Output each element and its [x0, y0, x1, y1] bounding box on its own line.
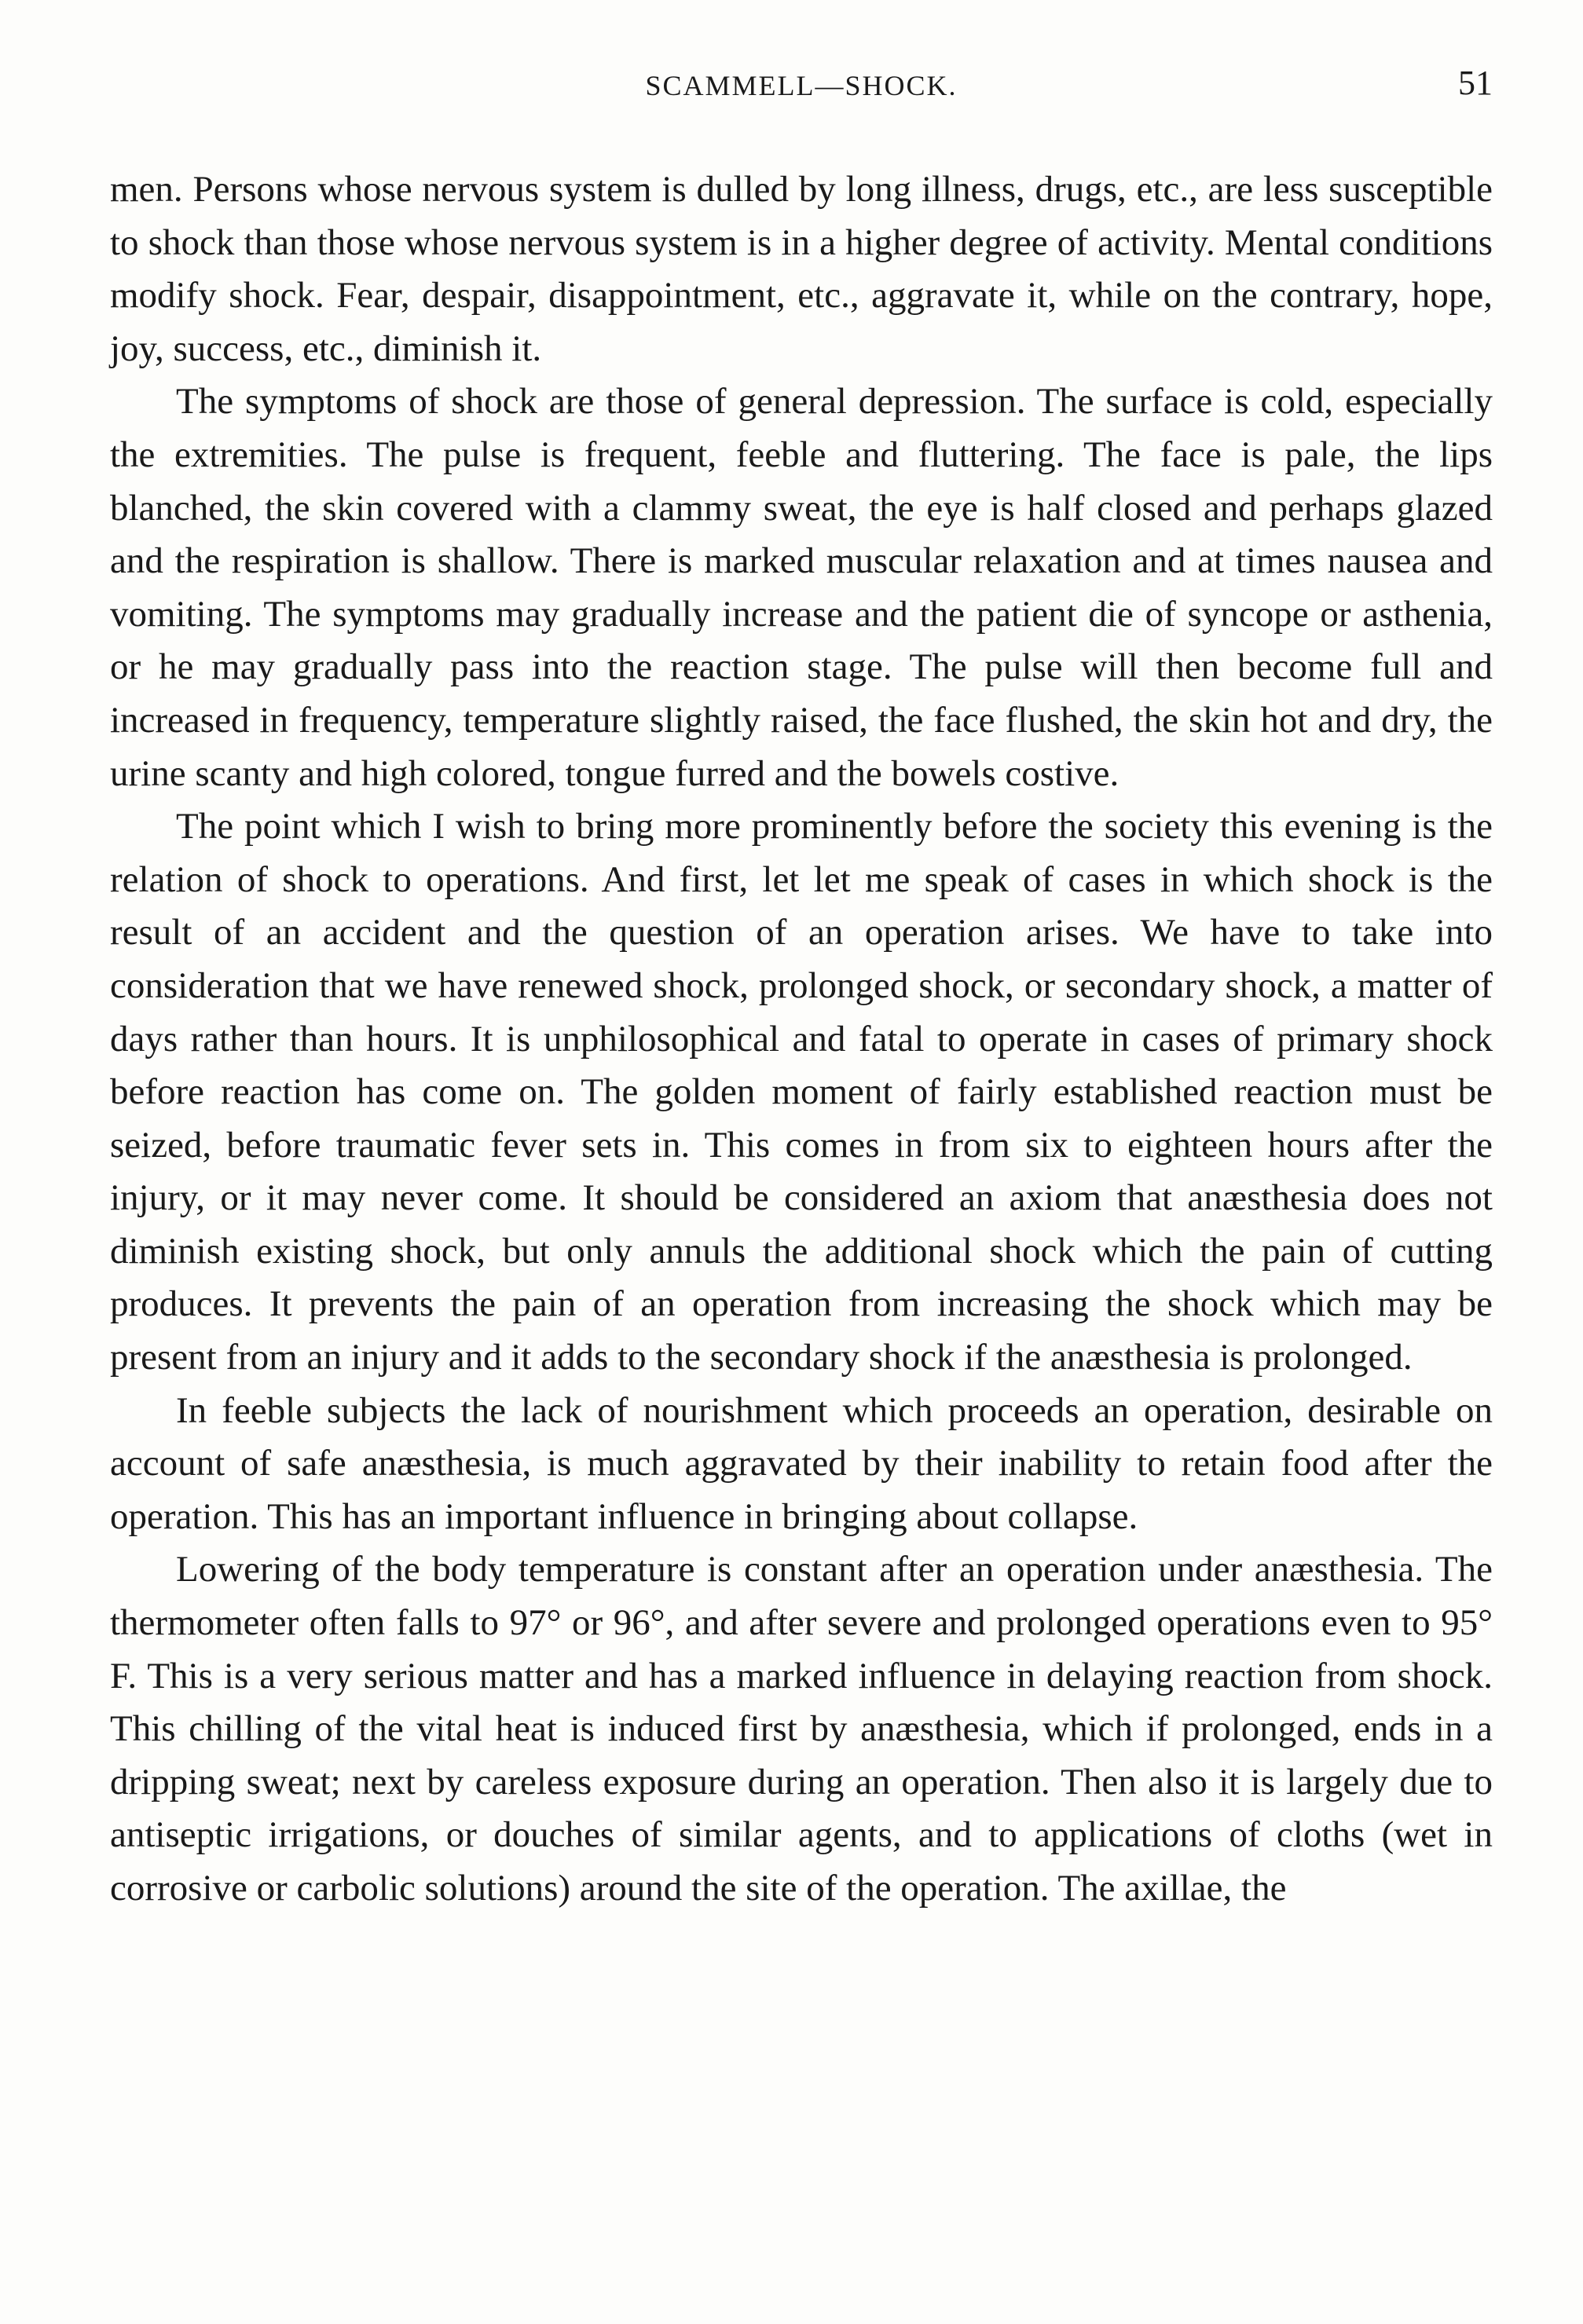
running-head — [110, 63, 1493, 110]
page-number: 51 — [1458, 64, 1493, 102]
paragraph-temperature: Lowering of the body temperature is constant after an operation under anæsthesia. The thermometer often falls to 97° or 96°, and after severe and prolonged operations even to 95° F. This is a very serious matter and has a marked influence in delaying reaction from shock. This chilling of the vital heat is induced first by anæsthesia, which if prolonged, ends in a dripping sweat; next by careless exposure during an operation. Then also it is largely due to antiseptic irrigations, or douches of similar agents, and to applications of cloths (wet in corrosive or carbolic solutions) around the site of the operation. The axillae, the — [110, 1549, 1493, 1909]
paragraph-feeble-subjects: In feeble subjects the lack of nourishment which proceeds an operation, desirable on account of safe anæsthesia, is much aggravated by their inability to retain food after the operation. This has an important influence in bringing about collapse. — [110, 1389, 1493, 1537]
paragraph-symptoms: The symptoms of shock are those of general depression. The surface is cold, especially the extremities. The pulse is frequent, feeble and fluttering. The face is pale, the lips blanched, the skin covered with a clammy sweat, the eye is half closed and perhaps glazed and the respiration is shallow. There is marked muscular relaxation and at times nausea and vomiting. The symptoms may gradually increase and the patient die of syncope or asthenia, or he may gradually pass into the reaction stage. The pulse will then become full and increased in frequency, temperature slightly raised, the face flushed, the skin hot and dry, the urine scanty and high colored, tongue furred and the bowels costive. — [110, 381, 1493, 794]
running-title: SCAMMELL—SHOCK. — [645, 70, 958, 101]
paragraph-continued: men. Persons whose nervous system is dulled by long illness, drugs, etc., are less susceptible to shock than those whose nervous system is in a higher degree of activity. Mental conditions modify shock. Fear, despair, disappointment, etc., aggravate it, while on the contrary, hope, joy, success, etc., diminish it. — [110, 169, 1493, 369]
body-text — [110, 163, 1493, 1916]
paragraph-operations: The point which I wish to bring more prominently before the society this evening is the relation of shock to operations. And first, let let me speak of cases in which shock is the result of an accident and the question of an operation arises. We have to take into consideration that we have renewed shock, prolonged shock, or secondary shock, a matter of days rather than hours. It is unphilosophical and fatal to operate in cases of primary shock before reaction has come on. The golden moment of fairly established reaction must be seized, before traumatic fever sets in. This comes in from six to eighteen hours after the injury, or it may never come. It should be considered an axiom that anæsthesia does not diminish existing shock, but only annuls the additional shock which the pain of cutting produces. It prevents the pain of an operation from increasing the shock which may be present from an injury and it adds to the secondary shock if the anæsthesia is prolonged. — [110, 806, 1493, 1378]
